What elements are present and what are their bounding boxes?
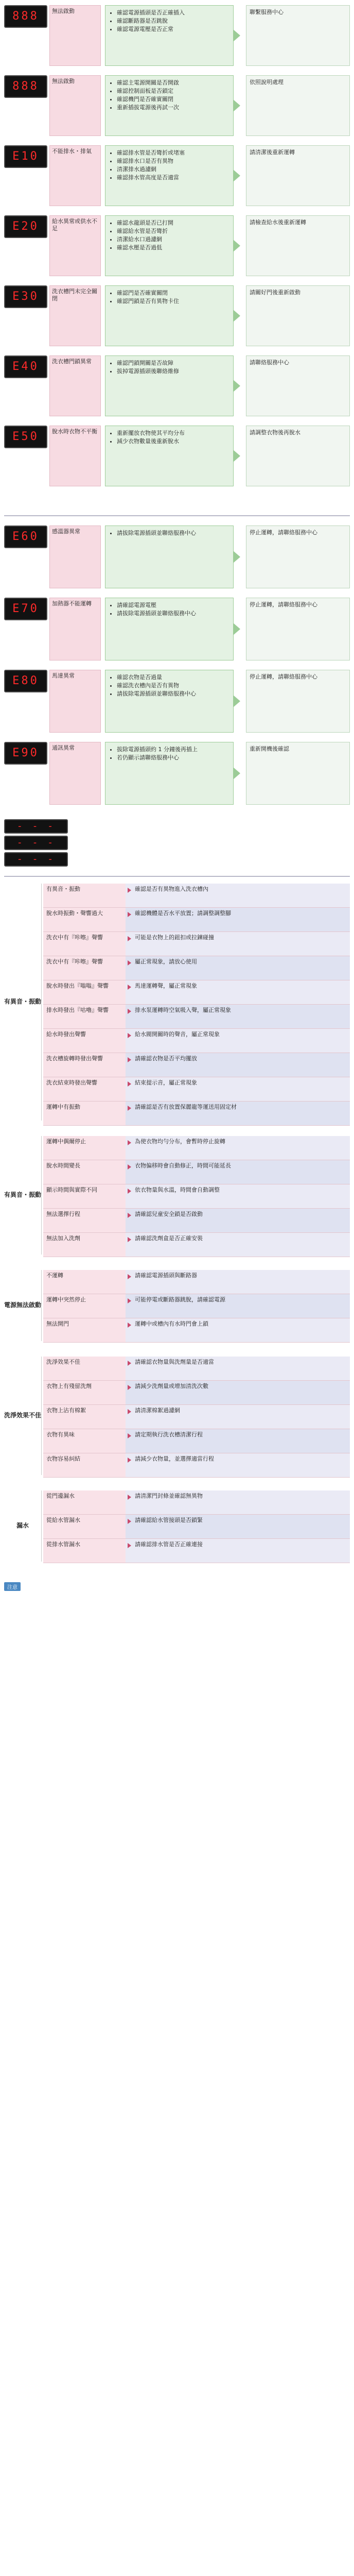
- remedy-cell: 請確認衣物是否平均擺放: [126, 1053, 350, 1077]
- check-items-box: [105, 742, 234, 805]
- symptom-cell: 衣物有異味: [43, 1429, 126, 1453]
- table-row: [43, 1453, 350, 1478]
- error-code-row: [4, 598, 350, 663]
- check-items-list: [110, 746, 229, 762]
- remedy-cell: 請確認排水管是否正確連接: [126, 1539, 350, 1563]
- symptom-cell: 有異音・振動: [43, 884, 126, 907]
- error-label: 加熱器不能運轉: [49, 598, 101, 660]
- error-code-row: [4, 670, 350, 735]
- symptom-cell: 衣物上沾有棉絮: [43, 1405, 126, 1429]
- remedy-cell: 結束提示音，屬正常現象: [126, 1077, 350, 1101]
- check-items-box: [105, 526, 234, 588]
- error-code-row: [4, 526, 350, 590]
- error-label: 不能排水・排氣: [49, 145, 101, 206]
- check-item: • 減少衣物數量後重新脫水: [117, 438, 229, 446]
- error-code-display: E80: [4, 670, 47, 692]
- check-item: • 請拔除電源插頭並聯絡服務中心: [117, 690, 229, 698]
- action-note: 聯繫服務中心: [246, 5, 350, 66]
- remedy-cell: 請確認給水管接頭是否鎖緊: [126, 1515, 350, 1538]
- section-title: 有異音・振動: [4, 1136, 42, 1255]
- symptom-cell: 洗衣槽旋轉時發出聲響: [43, 1053, 126, 1077]
- check-item: • 確認水壓是否過低: [117, 244, 229, 252]
- check-item: • 確認水龍頭是否已打開: [117, 219, 229, 227]
- error-label: 無法啟動: [49, 75, 101, 136]
- section-body: [43, 1357, 350, 1478]
- action-note: 依照說明處理: [246, 75, 350, 136]
- section-title: 漏水: [4, 1490, 42, 1562]
- remedy-cell: 請確認是否有放置保麗龍等運送用固定材: [126, 1101, 350, 1125]
- error-code-row: [4, 145, 350, 208]
- section-body: [43, 1490, 350, 1563]
- troubleshooting-section: [4, 1357, 350, 1475]
- error-code-row: [4, 285, 350, 348]
- error-code-display: E10: [4, 145, 47, 168]
- action-note: 停止運轉，請聯絡服務中心: [246, 526, 350, 588]
- symptom-cell: 脫水時振動・聲響過大: [43, 908, 126, 931]
- section-body: [43, 1270, 350, 1343]
- table-row: [43, 932, 350, 956]
- check-items-list: [110, 290, 229, 306]
- symptom-cell: 脫水時間變長: [43, 1160, 126, 1184]
- symptom-cell: 排水時發出『咕嚕』聲響: [43, 1005, 126, 1028]
- error-code-display: 888: [4, 5, 47, 28]
- section-body: [43, 884, 350, 1126]
- table-row: [43, 1029, 350, 1053]
- remedy-cell: 依衣物量與水溫，時間會自動調整: [126, 1184, 350, 1208]
- action-note: 請清潔後重新運轉: [246, 145, 350, 206]
- check-item: • 確認主電源開關是否開啟: [117, 79, 229, 87]
- section-title: 有異音・振動: [4, 884, 42, 1121]
- action-note: 請關好門後重新啟動: [246, 285, 350, 346]
- error-code-display: E70: [4, 598, 47, 620]
- check-item: • 確認洗衣槽內是否有異物: [117, 682, 229, 690]
- check-items-list: [110, 602, 229, 618]
- table-row: [43, 1005, 350, 1029]
- check-items-list: [110, 79, 229, 111]
- table-row: [43, 908, 350, 932]
- remedy-cell: 可能是衣物上的鈕扣或拉鍊碰撞: [126, 932, 350, 956]
- section-divider: [4, 876, 350, 877]
- mini-display: - - -: [4, 819, 68, 834]
- remedy-cell: 為使衣物均勻分布，會暫時停止旋轉: [126, 1136, 350, 1160]
- check-items-list: [110, 530, 229, 537]
- table-row: [43, 1405, 350, 1429]
- troubleshooting-section: [4, 1490, 350, 1562]
- action-note: 停止運轉，請聯絡服務中心: [246, 598, 350, 660]
- check-items-box: [105, 215, 234, 276]
- section-body: [43, 1136, 350, 1257]
- error-label: 無法啟動: [49, 5, 101, 66]
- symptom-cell: 無法選擇行程: [43, 1209, 126, 1232]
- check-item: • 拔除電源插頭約 1 分鐘後再插上: [117, 746, 229, 754]
- remedy-cell: 請清潔門封條並確認無異物: [126, 1490, 350, 1514]
- table-row: [43, 1184, 350, 1209]
- check-item: • 請拔除電源插頭並聯絡服務中心: [117, 530, 229, 537]
- error-code-display: E90: [4, 742, 47, 765]
- check-items-box: [105, 285, 234, 346]
- table-row: [43, 1490, 350, 1515]
- mini-display: - - -: [4, 836, 68, 850]
- check-items-list: [110, 674, 229, 698]
- remedy-cell: 給水閥開關時的聲音，屬正常現象: [126, 1029, 350, 1053]
- remedy-cell: 請確認衣物量與洗劑量是否適當: [126, 1357, 350, 1380]
- error-code-display: E50: [4, 426, 47, 448]
- check-items-box: [105, 670, 234, 733]
- check-item: • 確認排水管高度是否適當: [117, 174, 229, 182]
- error-label: 脫水時衣物不平衡: [49, 426, 101, 486]
- error-code-row: [4, 5, 350, 68]
- check-items-list: [110, 149, 229, 181]
- table-row: [43, 1053, 350, 1077]
- remedy-cell: 請減少洗劑量或增加清洗次數: [126, 1381, 350, 1404]
- check-items-box: [105, 355, 234, 416]
- error-code-row: [4, 426, 350, 488]
- table-row: [43, 1318, 350, 1343]
- action-note: 停止運轉，請聯絡服務中心: [246, 670, 350, 733]
- footer-row: [4, 1582, 350, 1591]
- table-row: [43, 1294, 350, 1318]
- footer-badge: 注意: [4, 1582, 21, 1591]
- check-item: • 若仍顯示請聯絡服務中心: [117, 754, 229, 762]
- error-code-row: [4, 215, 350, 278]
- table-row: [43, 884, 350, 908]
- error-code-display: E40: [4, 355, 47, 378]
- symptom-cell: 運轉中有振動: [43, 1101, 126, 1125]
- mini-display-row: [4, 819, 350, 833]
- error-code-row: [4, 742, 350, 807]
- error-label: 感溫器異常: [49, 526, 101, 588]
- check-item: • 確認給水管是否彎折: [117, 228, 229, 235]
- symptom-cell: 給水時發出聲響: [43, 1029, 126, 1053]
- check-item: • 確認機門是否確實關閉: [117, 96, 229, 104]
- symptom-cell: 從門邊漏水: [43, 1490, 126, 1514]
- action-note: 請檢查給水後重新運轉: [246, 215, 350, 276]
- check-item: • 確認門鎖是否有異物卡住: [117, 298, 229, 306]
- check-items-box: [105, 145, 234, 206]
- section-title: 電源無法啟動: [4, 1270, 42, 1341]
- error-code-row: [4, 75, 350, 138]
- error-label: 通訊異常: [49, 742, 101, 805]
- check-item: • 確認衣物是否過量: [117, 674, 229, 682]
- table-row: [43, 1381, 350, 1405]
- remedy-cell: 確認是否有異物進入洗衣槽內: [126, 884, 350, 907]
- action-note: 重新開機後確認: [246, 742, 350, 805]
- error-label: 洗衣槽門未完全關閉: [49, 285, 101, 346]
- check-item: • 確認排水口是否有異物: [117, 158, 229, 165]
- table-row: [43, 1160, 350, 1184]
- action-note: 請調整衣物後再脫水: [246, 426, 350, 486]
- remedy-cell: 運轉中或槽內有水時門會上鎖: [126, 1318, 350, 1342]
- check-item: • 確認門是否確實關閉: [117, 290, 229, 297]
- symptom-cell: 洗衣中有『咔嚓』聲響: [43, 932, 126, 956]
- remedy-cell: 請定期執行洗衣槽清潔行程: [126, 1429, 350, 1453]
- section-divider: [4, 515, 350, 516]
- mini-display-row: [4, 852, 350, 866]
- action-note: 請聯絡服務中心: [246, 355, 350, 416]
- symptom-cell: 脫水時發出『嗡嗡』聲響: [43, 980, 126, 1004]
- error-label: 馬達異常: [49, 670, 101, 733]
- remedy-cell: 可能停電或斷路器跳脫，請確認電源: [126, 1294, 350, 1318]
- check-item: • 確認電源電壓是否正常: [117, 26, 229, 33]
- check-item: • 確認斷路器是否跳脫: [117, 18, 229, 25]
- remedy-cell: 請減少衣物量，並選擇適當行程: [126, 1453, 350, 1477]
- check-items-box: [105, 75, 234, 136]
- symptom-cell: 從給水管漏水: [43, 1515, 126, 1538]
- mini-display-row: [4, 836, 350, 849]
- check-items-box: [105, 598, 234, 660]
- symptom-cell: 無法開門: [43, 1318, 126, 1342]
- check-items-box: [105, 426, 234, 486]
- table-row: [43, 1270, 350, 1294]
- symptom-cell: 顯示時間與實際不同: [43, 1184, 126, 1208]
- table-row: [43, 1209, 350, 1233]
- table-row: [43, 980, 350, 1005]
- check-item: • 確認電源插頭是否正確插入: [117, 9, 229, 17]
- section-title: 洗淨效果不佳: [4, 1357, 42, 1475]
- error-label: 給水異常或供水不足: [49, 215, 101, 276]
- symptom-cell: 衣物上有殘留洗劑: [43, 1381, 126, 1404]
- check-item: • 清潔給水口過濾網: [117, 236, 229, 244]
- remedy-cell: 請清潔棉絮過濾網: [126, 1405, 350, 1429]
- remedy-cell: 排水泵運轉時空氣吸入聲，屬正常現象: [126, 1005, 350, 1028]
- troubleshooting-section: [4, 884, 350, 1121]
- symptom-cell: 運轉中突然停止: [43, 1294, 126, 1318]
- check-items-list: [110, 9, 229, 33]
- table-row: [43, 1136, 350, 1160]
- check-items-list: [110, 219, 229, 251]
- error-code-display: E60: [4, 526, 47, 548]
- symptom-cell: 不運轉: [43, 1270, 126, 1294]
- check-item: • 請確認電源電壓: [117, 602, 229, 609]
- check-item: • 拔掉電源插頭後聯絡維修: [117, 368, 229, 376]
- remedy-cell: 屬正常現象，請放心使用: [126, 956, 350, 980]
- remedy-cell: 請確認兒童安全鎖是否啟動: [126, 1209, 350, 1232]
- check-item: • 確認門鎖開關是否故障: [117, 360, 229, 367]
- remedy-cell: 衣物偏移時會自動修正，時間可能延長: [126, 1160, 350, 1184]
- table-row: [43, 1233, 350, 1257]
- check-items-list: [110, 360, 229, 376]
- error-code-display: E30: [4, 285, 47, 308]
- remedy-cell: 請確認電源插頭與斷路器: [126, 1270, 350, 1294]
- mini-display: - - -: [4, 852, 68, 867]
- troubleshooting-section: [4, 1136, 350, 1255]
- table-row: [43, 1429, 350, 1453]
- error-code-display: 888: [4, 75, 47, 98]
- check-item: • 確認控制面板是否鎖定: [117, 88, 229, 95]
- symptom-cell: 衣物容易糾結: [43, 1453, 126, 1477]
- symptom-cell: 洗衣中有『咔嚓』聲響: [43, 956, 126, 980]
- check-item: • 確認排水管是否彎折或堵塞: [117, 149, 229, 157]
- table-row: [43, 1515, 350, 1539]
- table-row: [43, 956, 350, 980]
- remedy-cell: 確認機體是否水平放置；請調整調整腳: [126, 908, 350, 931]
- table-row: [43, 1077, 350, 1101]
- remedy-cell: 請確認洗劑盒是否正確安裝: [126, 1233, 350, 1257]
- symptom-cell: 從排水管漏水: [43, 1539, 126, 1563]
- error-code-row: [4, 355, 350, 418]
- check-item: • 重新擺放衣物使其平均分布: [117, 430, 229, 437]
- symptom-cell: 運轉中偶爾停止: [43, 1136, 126, 1160]
- symptom-cell: 無法加入洗劑: [43, 1233, 126, 1257]
- check-item: • 請拔除電源插頭並聯絡服務中心: [117, 610, 229, 618]
- table-row: [43, 1357, 350, 1381]
- table-row: [43, 1101, 350, 1126]
- check-item: • 重新插拔電源後再試一次: [117, 104, 229, 112]
- symptom-cell: 洗淨效果不佳: [43, 1357, 126, 1380]
- remedy-cell: 馬達運轉聲，屬正常現象: [126, 980, 350, 1004]
- table-row: [43, 1539, 350, 1563]
- error-label: 洗衣槽門鎖異常: [49, 355, 101, 416]
- check-items-list: [110, 430, 229, 446]
- check-item: • 清潔排水過濾網: [117, 166, 229, 174]
- check-items-box: [105, 5, 234, 66]
- error-code-display: E20: [4, 215, 47, 238]
- troubleshooting-section: [4, 1270, 350, 1341]
- symptom-cell: 洗衣結束時發出聲響: [43, 1077, 126, 1101]
